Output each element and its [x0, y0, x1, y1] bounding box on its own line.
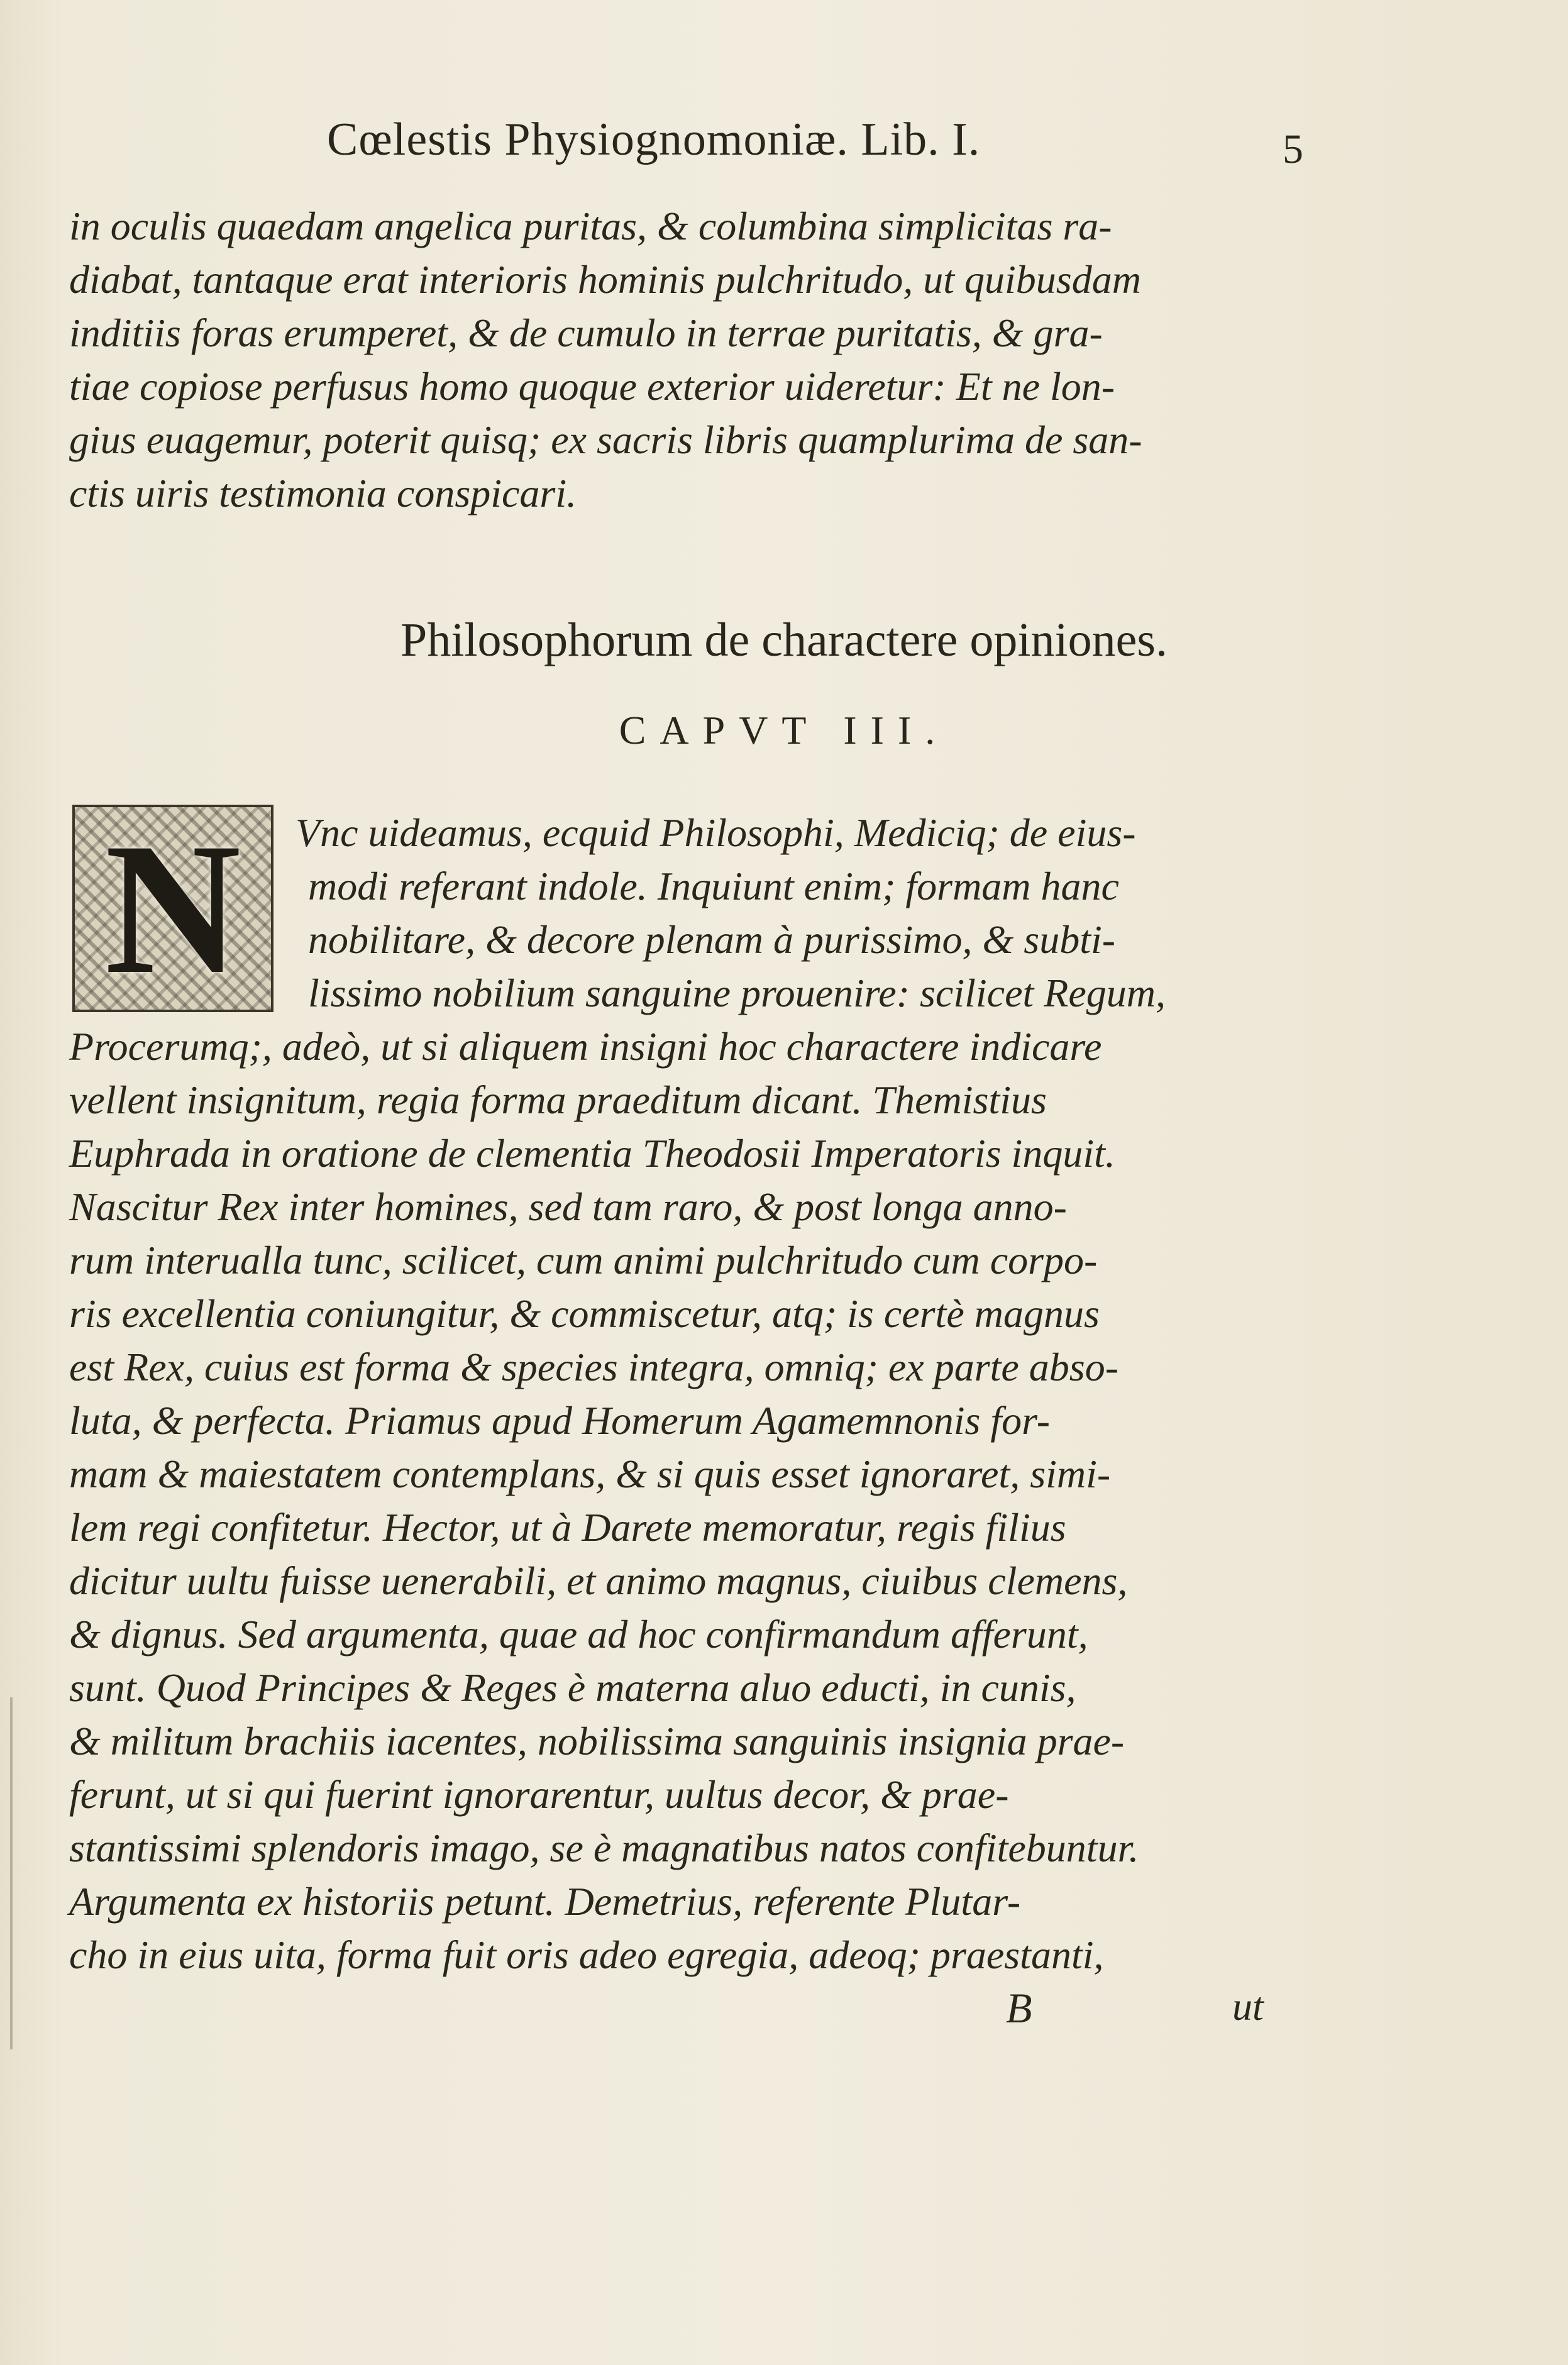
text-line: luta, & perfecta. Priamus apud Homerum Agamemnonis for- — [69, 1398, 1051, 1443]
text-line: tiae copiose perfusus homo quoque exterior uideretur: Et ne lon- — [69, 364, 1115, 409]
initial-letter: N — [104, 803, 241, 1013]
text-line: & dignus. Sed argumenta, quae ad hoc confirmandum afferunt, — [69, 1612, 1088, 1657]
text-line: rum interualla tunc, scilicet, cum animi pulchritudo cum corpo- — [69, 1238, 1098, 1282]
page-number: 5 — [1283, 126, 1303, 172]
text-line: ris excellentia coniungitur, & commiscetur, atq; is certè magnus — [69, 1291, 1100, 1336]
chapter-heading: CAPVT III. — [619, 708, 949, 752]
text-line: mam & maiestatem contemplans, & si quis esset ignoraret, simi- — [69, 1452, 1111, 1496]
text-line: in oculis quaedam angelica puritas, & columbina simplicitas ra- — [69, 204, 1112, 248]
text-line: vellent insignitum, regia forma praeditum dicant. Themistius — [69, 1078, 1047, 1122]
text-line: nobilitare, & decore plenam à purissimo, & subti- — [308, 917, 1116, 962]
text-line: dicitur uultu fuisse uenerabili, et animo magnus, ciuibus clemens, — [69, 1558, 1128, 1603]
text-line: Argumenta ex historiis petunt. Demetrius, referente Plutar- — [69, 1879, 1021, 1924]
text-line: gius euagemur, poterit quisq; ex sacris libris quamplurima de san- — [69, 417, 1142, 462]
text-line: modi referant indole. Inquiunt enim; formam hanc — [308, 864, 1119, 908]
catchword: ut — [1232, 1984, 1264, 2029]
text-line: Nascitur Rex inter homines, sed tam raro, & post longa anno- — [69, 1184, 1067, 1229]
text-line: Vnc uideamus, ecquid Philosophi, Mediciq; de eius- — [295, 810, 1136, 855]
text-line: ferunt, ut si qui fuerint ignorarentur, uultus decor, & prae- — [69, 1772, 1009, 1817]
running-title: Cœlestis Physiognomoniæ. Lib. I. — [327, 114, 981, 165]
text-line: stantissimi splendoris imago, se è magnatibus natos confitebuntur. — [69, 1826, 1139, 1870]
text-line: lem regi confitetur. Hector, ut à Darete memoratur, regis filius — [69, 1505, 1066, 1550]
page-header — [0, 113, 1568, 189]
text-line: diabat, tantaque erat interioris hominis pulchritudo, ut quibusdam — [69, 257, 1141, 302]
text-line: Procerumq;, adeò, ut si aliquem insigni hoc charactere indicare — [69, 1024, 1102, 1069]
text-line: ctis uiris testimonia conspicari. — [69, 471, 577, 515]
section-title: Philosophorum de charactere opiniones. — [400, 614, 1168, 666]
signature-mark: B — [1006, 1984, 1032, 2032]
text-line: est Rex, cuius est forma & species integra, omniq; ex parte abso- — [69, 1345, 1118, 1389]
text-line: inditiis foras erumperet, & de cumulo in terrae puritatis, & gra- — [69, 311, 1103, 355]
decorated-initial — [72, 805, 273, 1012]
text-line: & militum brachiis iacentes, nobilissima sanguinis insignia prae- — [69, 1719, 1125, 1763]
text-line: sunt. Quod Principes & Reges è materna aluo educti, in cunis, — [69, 1665, 1076, 1710]
margin-shadow — [10, 1697, 13, 2049]
text-line: Euphrada in oratione de clementia Theodosii Imperatoris inquit. — [69, 1131, 1115, 1176]
text-line: cho in eius uita, forma fuit oris adeo egregia, adeoq; praestanti, — [69, 1932, 1104, 1977]
text-line: lissimo nobilium sanguine prouenire: scilicet Regum, — [308, 971, 1166, 1015]
